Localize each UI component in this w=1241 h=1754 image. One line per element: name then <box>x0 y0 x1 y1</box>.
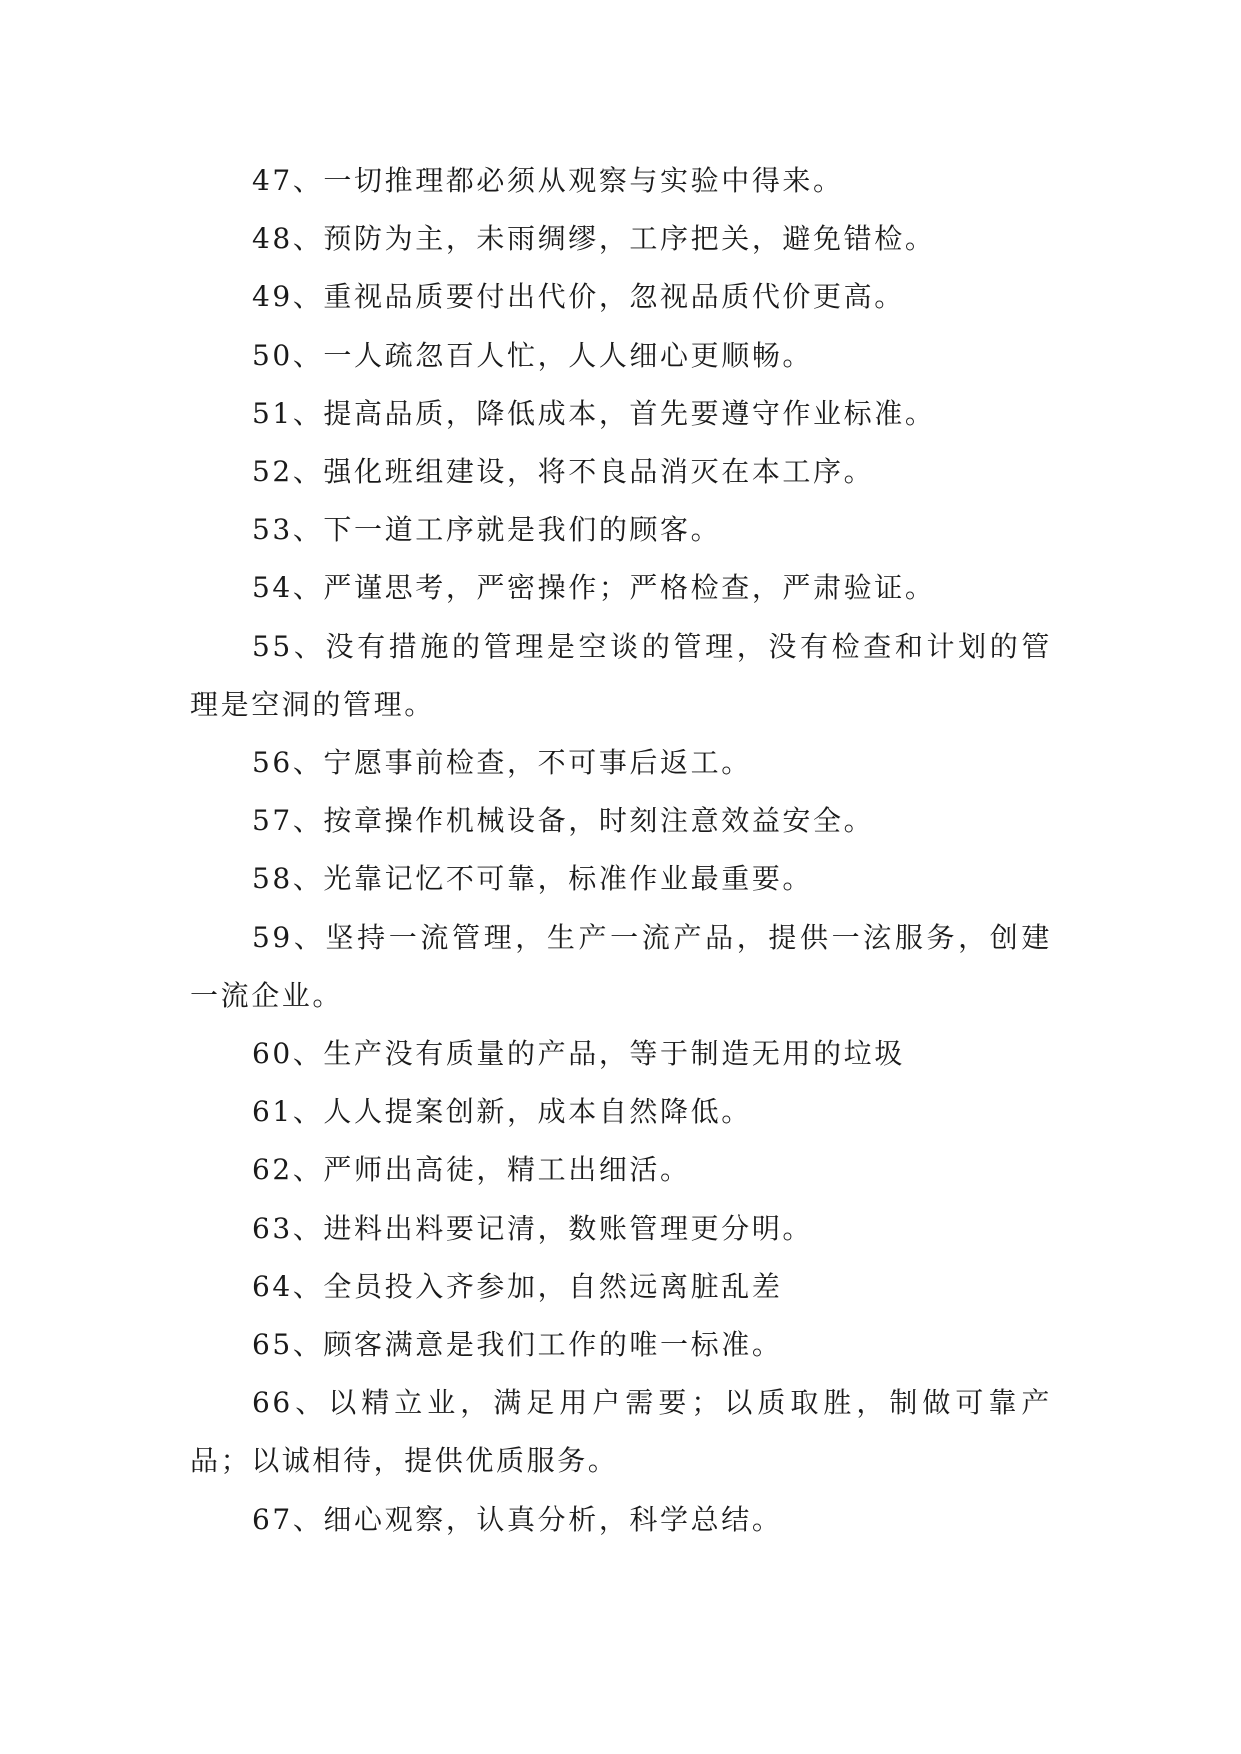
document-body <box>190 152 1052 1549</box>
paragraph-59: 59、坚持一流管理，生产一流产品，提供一泫服务，创建一流企业。 <box>190 920 1052 1012</box>
paragraph-51: 51、提高品质，降低成本，首先要遵守作业标准。 <box>252 396 936 430</box>
paragraph-63: 63、进料出料要记清，数账管理更分明。 <box>252 1211 814 1245</box>
paragraph-47: 47、一切推理都必须从观察与实验中得来。 <box>252 164 844 197</box>
paragraph-61: 61、人人提案创新，成本自然降低。 <box>252 1095 752 1129</box>
paragraph-52: 52、强化班组建设，将不良品消灭在本工序。 <box>252 455 875 489</box>
paragraph-64: 64、全员投入齐参加，自然远离脏乱差 <box>252 1269 783 1303</box>
paragraph-49: 49、重视品质要付出代价，忽视品质代价更高。 <box>252 280 905 314</box>
paragraph-66: 66、以精立业，满足用户需要；以质取胜，制做可靠产品；以诚相待，提供优质服务。 <box>190 1386 1052 1478</box>
paragraph-55: 55、没有措施的管理是空谈的管理，没有检查和计划的管理是空洞的管理。 <box>190 629 1052 721</box>
paragraph-50: 50、一人疏忽百人忙，人人细心更顺畅。 <box>252 338 814 372</box>
paragraph-54: 54、严谨思考，严密操作；严格检查，严肃验证。 <box>252 571 936 605</box>
paragraph-48: 48、预防为主，未雨绸缪，工序把关，避免错检。 <box>252 222 936 256</box>
paragraph-60: 60、生产没有质量的产品，等于制造无用的垃圾 <box>252 1037 905 1071</box>
paragraph-65: 65、顾客满意是我们工作的唯一标准。 <box>252 1328 783 1362</box>
paragraph-53: 53、下一道工序就是我们的顾客。 <box>252 513 722 547</box>
paragraph-57: 57、按章操作机械设备，时刻注意效益安全。 <box>252 804 875 838</box>
paragraph-58: 58、光靠记忆不可靠，标准作业最重要。 <box>252 862 814 896</box>
paragraph-62: 62、严师出高徒，精工出细活。 <box>252 1153 691 1187</box>
paragraph-67: 67、细心观察，认真分析，科学总结。 <box>252 1502 783 1536</box>
paragraph-56: 56、宁愿事前检查，不可事后返工。 <box>252 746 752 780</box>
